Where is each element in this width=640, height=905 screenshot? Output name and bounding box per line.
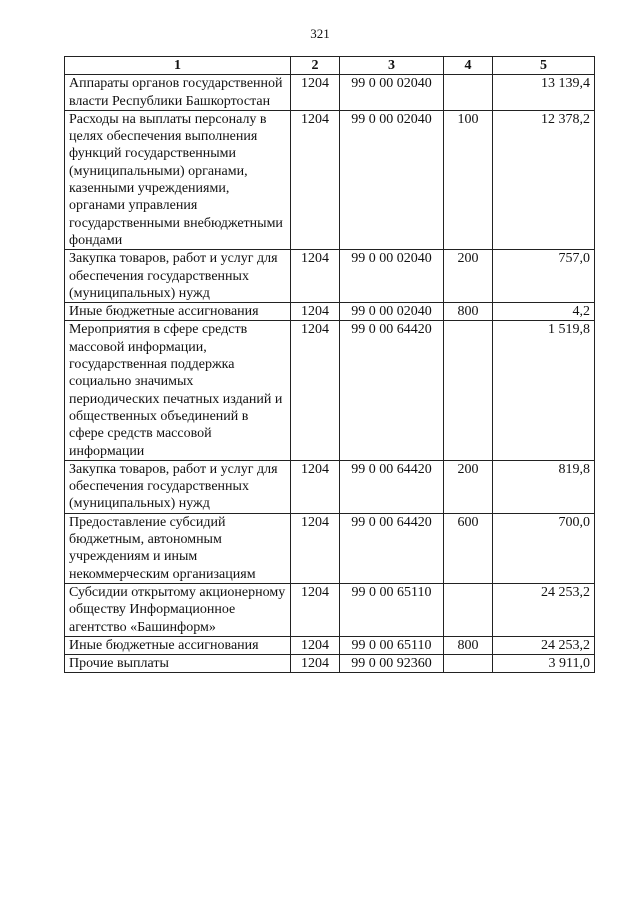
row-amount: 24 253,2: [493, 636, 595, 654]
row-type: 800: [444, 636, 493, 654]
row-section: 1204: [291, 321, 340, 460]
row-amount: 24 253,2: [493, 583, 595, 636]
row-code: 99 0 00 92360: [340, 655, 444, 673]
row-type: 200: [444, 460, 493, 513]
table-row: [65, 110, 595, 249]
budget-table: [64, 56, 595, 673]
row-amount: 3 911,0: [493, 655, 595, 673]
row-type: [444, 75, 493, 111]
table-row: [65, 513, 595, 583]
row-name: Предоставление субсидий бюджетным, автономным учреждениям и иным некоммерческим организациям: [65, 513, 291, 583]
row-name: Закупка товаров, работ и услуг для обеспечения государственных (муниципальных) нужд: [65, 250, 291, 303]
table-row: [65, 583, 595, 636]
row-code: 99 0 00 02040: [340, 250, 444, 303]
row-code: 99 0 00 02040: [340, 75, 444, 111]
row-name: Прочие выплаты: [65, 655, 291, 673]
row-amount: 12 378,2: [493, 110, 595, 249]
header-col-4: 4: [444, 57, 493, 75]
row-name: Иные бюджетные ассигнования: [65, 303, 291, 321]
table-row: [65, 303, 595, 321]
row-section: 1204: [291, 513, 340, 583]
header-col-3: 3: [340, 57, 444, 75]
row-section: 1204: [291, 655, 340, 673]
row-type: 800: [444, 303, 493, 321]
row-name: Закупка товаров, работ и услуг для обеспечения государственных (муниципальных) нужд: [65, 460, 291, 513]
header-col-2: 2: [291, 57, 340, 75]
table-row: [65, 460, 595, 513]
header-col-1: 1: [65, 57, 291, 75]
row-section: 1204: [291, 460, 340, 513]
row-section: 1204: [291, 303, 340, 321]
table-row: [65, 655, 595, 673]
row-amount: 757,0: [493, 250, 595, 303]
row-code: 99 0 00 64420: [340, 321, 444, 460]
row-type: 100: [444, 110, 493, 249]
row-name: Мероприятия в сфере средств массовой информации, государственная поддержка социально значимых периодических печатных изданий и общественных объединений в сфере средств массовой информации: [65, 321, 291, 460]
row-code: 99 0 00 02040: [340, 303, 444, 321]
row-code: 99 0 00 64420: [340, 513, 444, 583]
row-amount: 819,8: [493, 460, 595, 513]
row-type: [444, 321, 493, 460]
row-code: 99 0 00 65110: [340, 583, 444, 636]
row-code: 99 0 00 64420: [340, 460, 444, 513]
row-name: Расходы на выплаты персоналу в целях обеспечения выполнения функций государственными (муниципальными) органами, казенными учреждениями, органами управления государственными внебюджетными фондами: [65, 110, 291, 249]
row-code: 99 0 00 02040: [340, 110, 444, 249]
row-section: 1204: [291, 250, 340, 303]
row-section: 1204: [291, 583, 340, 636]
row-amount: 1 519,8: [493, 321, 595, 460]
row-section: 1204: [291, 636, 340, 654]
row-code: 99 0 00 65110: [340, 636, 444, 654]
row-amount: 700,0: [493, 513, 595, 583]
row-name: Иные бюджетные ассигнования: [65, 636, 291, 654]
header-row: [65, 57, 595, 75]
table-row: [65, 250, 595, 303]
row-type: 200: [444, 250, 493, 303]
table-row: [65, 75, 595, 111]
row-name: Аппараты органов государственной власти Республики Башкортостан: [65, 75, 291, 111]
row-amount: 13 139,4: [493, 75, 595, 111]
header-col-5: 5: [493, 57, 595, 75]
page-number: 321: [310, 26, 330, 41]
row-type: [444, 655, 493, 673]
row-type: 600: [444, 513, 493, 583]
row-type: [444, 583, 493, 636]
table-row: [65, 321, 595, 460]
row-amount: 4,2: [493, 303, 595, 321]
row-section: 1204: [291, 110, 340, 249]
row-name: Субсидии открытому акционерному обществу Информационное агентство «Башинформ»: [65, 583, 291, 636]
row-section: 1204: [291, 75, 340, 111]
table-row: [65, 636, 595, 654]
